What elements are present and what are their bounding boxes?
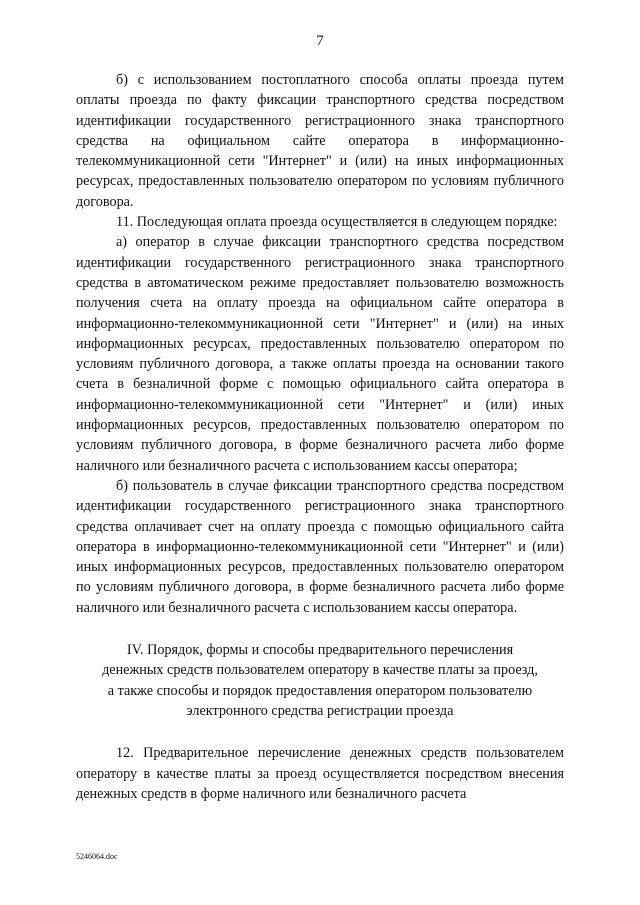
paragraph-12: 12. Предварительное перечисление денежных средств пользователем оператору в качестве платы за проезд осуществляется посредством внесения денежных средств в форме наличного или безналичного расчета (76, 745, 564, 802)
section-heading-line: а также способы и порядок предоставления оператором пользователю (107, 682, 533, 699)
paragraph-11b: б) пользователь в случае фиксации транспортного средства посредством идентификации государственного регистрационного знака транспортного средства оплачивает счет на оплату проезда с помощью официального сайта оператора в информационно-телекоммуникационной сети "Интернет" и (или) иных информационных ресурсов, предоставленных пользователю оператором по условиям публичного договора, в форме безналичного расчета либо форме наличного или безналичного расчета с использованием кассы оператора. (76, 477, 564, 616)
paragraph-11: 11. Последующая оплата проезда осуществляется в следующем порядке: (116, 214, 558, 231)
document-filename: 5246064.doc (76, 852, 118, 861)
section-heading (76, 640, 564, 721)
section-heading-line: денежных средств пользователем оператору в качестве платы за проезд, (102, 662, 538, 679)
paragraph-11a: а) оператор в случае фиксации транспортного средства посредством идентификации государственного регистрационного знака транспортного средства в автоматическом режиме предоставляет пользователю возможность получения счета на оплату проезда на официальном сайте оператора в информационно-телекоммуникационной сети "Интернет" и (или) на иных информационных ресурсах, предоставленных пользователю оператором по условиям публичного договора, а также оплаты проезда на основании такого счета в безналичной форме с помощью официального сайта оператора в информационно-телекоммуникационной сети "Интернет" и (или) иных информационных ресурсов, предоставленных пользователю оператором по условиям публичного договора, в форме безналичного расчета либо форме наличного или безналичного расчета с использованием кассы оператора; (76, 234, 564, 474)
paragraph-10b: б) с использованием постоплатного способа оплаты проезда путем оплаты проезда по факту фиксации транспортного средства посредством идентификации государственного регистрационного знака транспортного средства на официальном сайте оператора в информационно-телекоммуникационной сети "Интернет" и (или) на иных информационных ресурсах, предоставленных пользователю оператором по условиям публичного договора. (76, 72, 564, 210)
document-body (76, 70, 564, 804)
section-heading-line: электронного средства регистрации проезда (186, 702, 454, 719)
section-heading-line: IV. Порядок, формы и способы предварительного перечисления (126, 642, 514, 659)
page-number: 7 (316, 33, 324, 49)
